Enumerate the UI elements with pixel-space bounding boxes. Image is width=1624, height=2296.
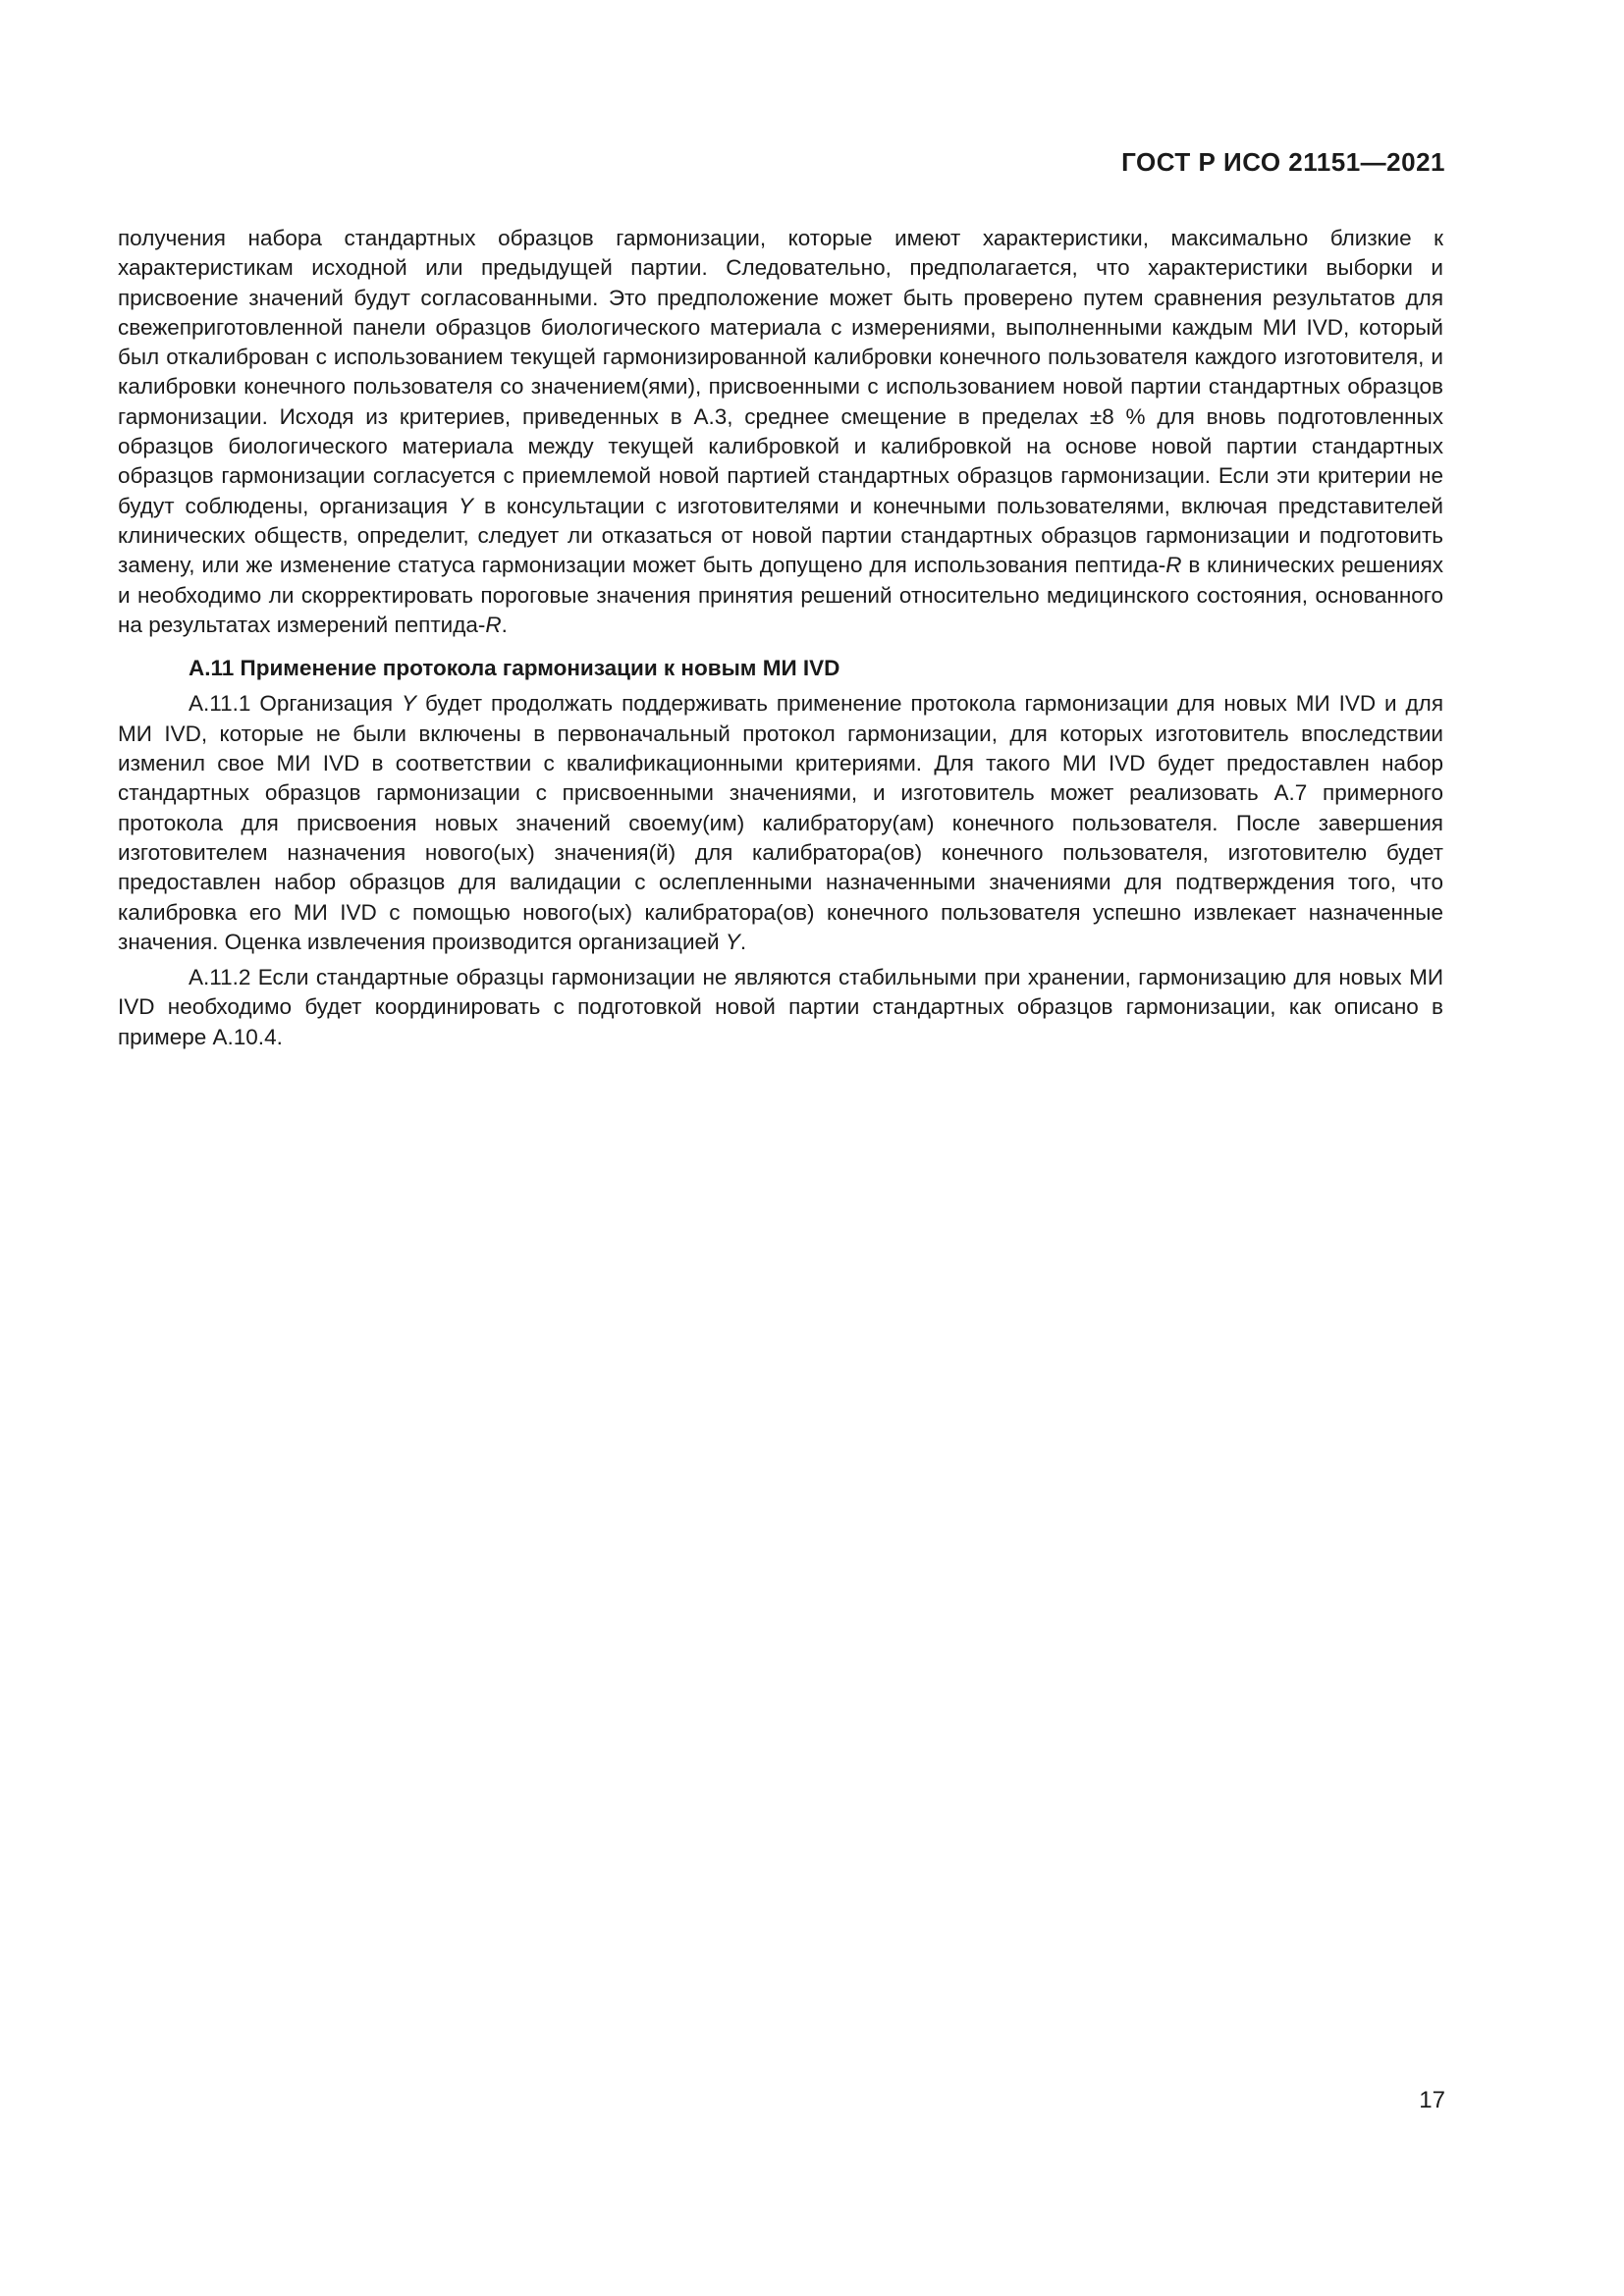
italic-run: Y xyxy=(459,493,474,518)
text-run: . xyxy=(501,612,508,637)
text-run: . xyxy=(739,929,747,954)
text-run: А.11.1 Организация xyxy=(189,691,402,717)
italic-run: Y xyxy=(402,691,417,717)
body-text xyxy=(118,224,1443,1052)
text-run: получения набора стандартных образцов гармонизации, которые имеют характеристики, максимально близкие к характеристикам исходной или предыдущей партии. Следовательно, предполагается, что характеристики выборки и присвоение значений будут согласованными. Это предположение может быть проверено путем сравнения результатов для свежеприготовленной панели образцов биологического материала с измерениями, выполненными каждым МИ IVD, который был откалиброван с использованием текущей гармонизированной калибровки конечного пользователя каждого изготовителя, и калибровки конечного пользователя со значением(ями), присвоенными с использованием новой партии стандартных образцов гармонизации. Исходя из критериев, приведенных в А.3, среднее смещение в пределах ±8 % для вновь подготовленных образцов биологического материала между текущей калибровкой и калибровкой на основе новой партии стандартных образцов гармонизации согласуется с приемлемой новой партией стандартных образцов гармонизации. Если эти критерии не будут соблюдены, организация xyxy=(118,226,1443,518)
paragraph-continuation xyxy=(118,224,1443,640)
page-number: 17 xyxy=(1419,2087,1445,2113)
document-code-header: ГОСТ Р ИСО 21151—2021 xyxy=(1121,147,1445,177)
text-run: будет продолжать поддерживать применение протокола гармонизации для новых МИ IVD и для МИ IVD, которые не были включены в первоначальный протокол гармонизации, для которых изготовитель впоследствии изменил свое МИ IVD в соответствии с квалификационными критериями. Для такого МИ IVD будет предоставлен набор стандартных образцов гармонизации с присвоенными значениями, и изготовитель может реализовать А.7 примерного протокола для присвоения новых значений своему(им) калибратору(ам) конечного пользователя. После завершения изготовителем назначения нового(ых) значения(й) для калибратора(ов) конечного пользователя, изготовителю будет предоставлен набор образцов для валидации с ослепленными назначенными значениями для подтверждения того, что калибровка его МИ IVD с помощью нового(ых) калибратора(ов) конечного пользователя успешно извлекает назначенные значения. Оценка извлечения производится организацией xyxy=(118,691,1443,954)
section-heading-a11: А.11 Применение протокола гармонизации к новым МИ IVD xyxy=(189,656,840,681)
italic-run: R xyxy=(485,612,502,637)
italic-run: Y xyxy=(725,929,740,954)
paragraph-a11-2: А.11.2 Если стандартные образцы гармонизации не являются стабильными при хранении, гармонизацию для новых МИ IVD необходимо будет координировать с подготовкой новой партии стандартных образцов гармонизации, как описано в примере А.10.4. xyxy=(118,965,1443,1049)
italic-run: R xyxy=(1165,553,1182,578)
text-run: в клинических решениях и необходимо ли скорректировать пороговые значения принятия решений относительно медицинского состояния, основанного на результатах измерений пептида- xyxy=(118,553,1443,637)
paragraph-a11-1 xyxy=(118,689,1443,957)
text-run: в консультации с изготовителями и конечными пользователями, включая представителей клинических обществ, определит, следует ли отказаться от новой партии стандартных образцов гармонизации и подготовить замену, или же изменение статуса гармонизации может быть допущено для использования пептида- xyxy=(118,493,1443,578)
